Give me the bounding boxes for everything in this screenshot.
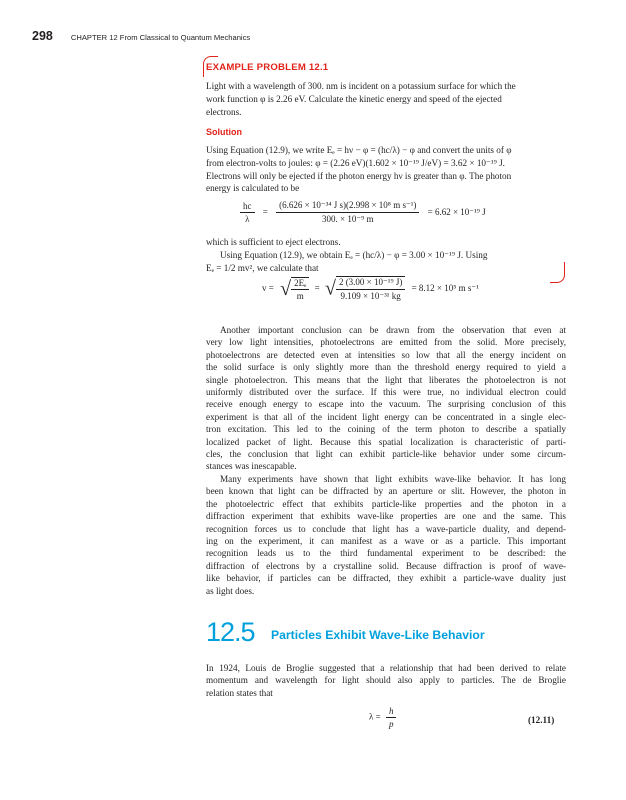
eq2-lhs: v = (262, 283, 274, 294)
body-line: single photoelectron. This means that the light that liberates the photoelectron is not (206, 374, 566, 385)
running-header (32, 27, 250, 41)
body-line: like behavior, if particles can be diffracted, they exhibit a particle-wave duality just (206, 573, 566, 584)
body-line: the photoelectric effect that exhibits particle-like properties and the photon in a (206, 498, 566, 509)
eq1-lhs-den: λ (245, 214, 250, 224)
section-title: Particles Exhibit Wave-Like Behavior (271, 628, 485, 642)
page-number: 298 (32, 29, 53, 43)
body-paragraph-2 (206, 473, 566, 597)
body-line: very low light intensities, photoelectrons are emitted from the solid. More precisely, (206, 337, 566, 348)
mid-text (206, 236, 566, 274)
body-line: In 1924, Louis de Broglie suggested that a relationship that had been derived to relate (206, 663, 566, 673)
eq1-equals: = (262, 206, 268, 217)
eq1-num: (6.626 × 10⁻³⁴ J s)(2.998 × 10⁸ m s⁻¹) (276, 200, 419, 213)
eq1-den: 300. × 10⁻⁹ m (322, 214, 374, 224)
eq2-root1 (291, 277, 309, 301)
eq2-equals: = (314, 283, 320, 294)
solution-line: Using Equation (12.9), we write Eₑ = hν − φ = (hc/λ) − φ and convert the units of φ (206, 145, 512, 155)
body-line: photoelectrons are detected even at intensities so low that all the energy incident on (206, 349, 566, 360)
body-line: ing on the experiment, it can manifest as a wave or as a particle. This important (206, 535, 566, 546)
sqrt-sign-icon: √ (324, 277, 336, 300)
solution-line: Electrons will only be ejected if the photon energy hν is greater than φ. The photon (206, 170, 512, 181)
eq2-root2-den: 9.109 × 10⁻³¹ kg (340, 291, 401, 301)
velocity-equation (262, 276, 479, 302)
eq3-den: p (388, 719, 394, 729)
eq2-root1-num: 2Eₑ (291, 278, 309, 290)
body-line: been known that light can be diffracted by an aperture or slit. However, the photon in (206, 486, 566, 497)
body-line: recognition forces us to conclude that light has a wave-particle duality, and depend- (206, 523, 566, 534)
eq2-root2 (336, 276, 405, 302)
eq2-result: = 8.12 × 10⁵ m s⁻¹ (411, 283, 479, 294)
mid-line: Using Equation (12.9), we obtain Eₑ = (hc/λ) − φ = 3.00 × 10⁻¹⁹ J. Using (220, 249, 488, 260)
solution-line: energy is calculated to be (206, 183, 300, 194)
body-line: cles, the conclusion that light can exhibit particle-like behavior under some circum- (206, 448, 566, 459)
eq3-lhs: λ = (369, 711, 381, 722)
problem-line: Light with a wavelength of 300. nm is incident on a potassium surface for which the (206, 81, 516, 91)
eq3-num: h (386, 706, 397, 718)
body-line: Another important conclusion can be drawn from the observation that even at (220, 325, 566, 335)
body-line: uniformly distributed over the surface. If this were true, no individual electron could (206, 386, 566, 397)
body-line: receive enough energy to escape into the vacuum. The surprising conclusion of this (206, 399, 566, 410)
body-line: tron excitation. This led to the coining of the term photon to describe a spatially (206, 424, 566, 435)
body-line: relation states that (206, 687, 273, 698)
mid-line: Eₑ = 1/2 mv², we calculate that (206, 262, 319, 273)
body-line: experiment is that all of the incident light energy can be concentrated in a single elec- (206, 411, 566, 422)
section-number: 12.5 (206, 617, 255, 647)
example-title: EXAMPLE PROBLEM 12.1 (206, 62, 329, 73)
body-line: diffraction experiment that exhibits wave-like properties are one and the same. This (206, 511, 566, 522)
body-line: as light does. (206, 585, 255, 596)
eq2-root2-num: 2 (3.00 × 10⁻¹⁹ J) (336, 277, 405, 290)
energy-equation (240, 200, 486, 225)
section-paragraph (206, 662, 566, 699)
chapter-title: CHAPTER 12 From Classical to Quantum Mechanics (70, 33, 251, 42)
solution-line: from electron-volts to joules: φ = (2.26 eV)(1.602 × 10⁻¹⁹ J/eV) = 3.62 × 10⁻¹⁹ J. (206, 157, 505, 168)
sqrt-sign-icon: √ (280, 277, 292, 300)
body-line: stances was inescapable. (206, 461, 297, 472)
mid-line: which is sufficient to eject electrons. (206, 237, 341, 247)
body-line: recognition leads us to the third fundamental experiment to be described: the (206, 548, 566, 559)
solution-label: Solution (206, 127, 242, 137)
eq1-lhs-num: hc (240, 201, 255, 213)
body-line: momentum and wavelength for light should also apply to particles. The de Broglie (206, 675, 566, 686)
solution-text (206, 144, 566, 195)
body-line: localized packet of light. Because this spatial localization is characteristic of parti- (206, 436, 566, 447)
de-broglie-equation (369, 706, 396, 729)
equation-number: (12.11) (528, 715, 555, 725)
eq2-root1-den: m (296, 291, 304, 301)
eq1-main-fraction (276, 200, 419, 225)
body-paragraph-1 (206, 324, 566, 473)
body-line: diffraction of electrons by a crystalline solid. Because diffraction is proof of wave- (206, 560, 566, 571)
eq1-result: = 6.62 × 10⁻¹⁹ J (427, 206, 486, 217)
problem-line: work function φ is 2.26 eV. Calculate the kinetic energy and speed of the ejected (206, 93, 502, 104)
problem-line: electrons. (206, 106, 242, 117)
hc-over-lambda (240, 201, 255, 224)
eq3-fraction (386, 706, 397, 729)
body-line: Many experiments have shown that light exhibits wave-like behavior. It has long (220, 474, 566, 484)
body-line: the solid surface is only slightly more than the threshold energy required to yield a (206, 362, 566, 373)
problem-statement (206, 80, 566, 118)
